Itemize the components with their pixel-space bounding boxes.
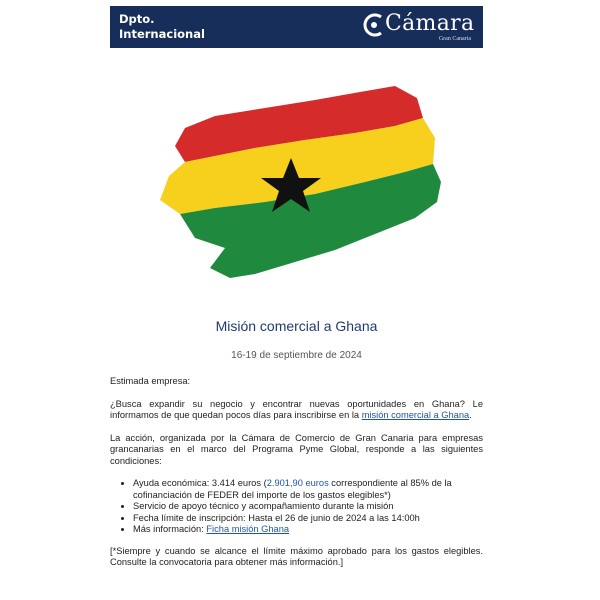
intro-paragraph [110,399,483,422]
dept-line-2: Internacional [119,27,205,41]
logo-mark-icon [363,11,385,39]
department-label [119,12,205,42]
dept-line-1: Dpto. [119,12,155,26]
condition-more-info [133,524,483,536]
condition-deadline: • Fecha límite de inscripción: Hasta el 26 de junio de 2024 a las 14:00h [133,513,483,525]
condition-aid [133,478,483,501]
intro-end: . [469,410,472,420]
page-title: Misión comercial a Ghana [215,318,378,334]
camara-logo[interactable] [363,10,475,44]
action-paragraph: La acción, organizada por la Cámara de Comercio de Gran Canaria para empresas grancanarias en el marco del Programa Pyme Global, responde a las siguientes condiciones: [110,432,483,466]
brush-flag-group [160,86,441,278]
condition-aid-text-b: correspondiente al 85% de la cofinanciación de FEDER del importe de los gastos elegibles*) [133,478,452,500]
condition-aid-highlight: 2.901,90 euros [266,478,329,488]
ghana-flag-image [155,78,445,288]
mission-link[interactable]: misión comercial a Ghana [361,410,470,420]
footnote: [*Siempre y cuando se alcance el límite máximo aprobado para los gastos elegibles. Consulte la convocatoria para obtener más información.] [110,545,483,567]
ficha-link[interactable]: Ficha misión Ghana [206,524,290,534]
conditions-list [110,478,483,536]
condition-support: • Servicio de apoyo técnico y acompañamiento durante la misión [133,501,483,513]
intro-text: ¿Busca expandir su negocio y encontrar nuevas oportunidades en Ghana? Le informamos de que quedan pocos días para inscribirse en la [110,398,483,420]
condition-aid-text-a: Ayuda económica: 3.414 euros ( [133,478,267,488]
more-info-label: Más información: [133,524,207,534]
email-body [110,376,483,580]
greeting: Estimada empresa: [110,376,191,386]
logo-subtext: Gran Canaria [438,36,471,42]
logo-text: Cámara [385,11,475,36]
event-date: 16-19 de septiembre de 2024 [231,350,362,361]
header-banner [110,6,483,48]
